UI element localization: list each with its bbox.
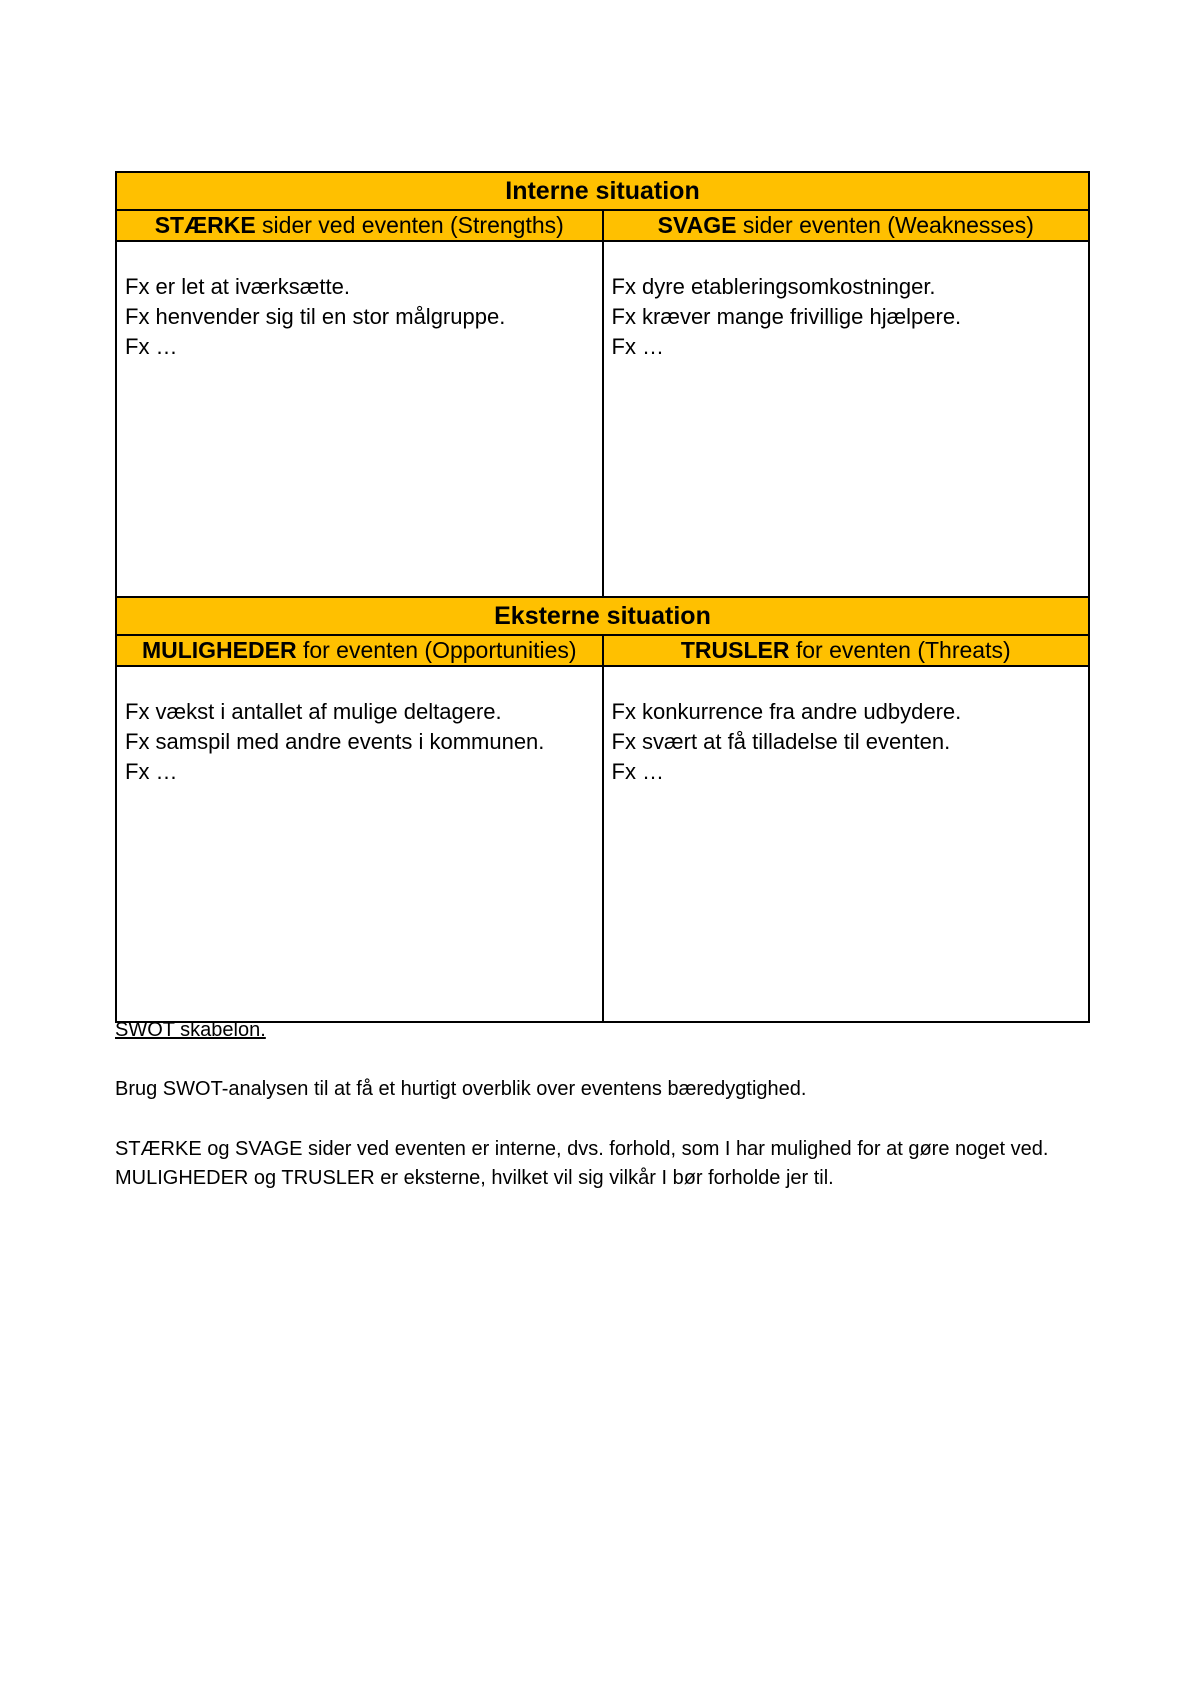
threats-cell — [603, 666, 1090, 1022]
internal-situation-header — [116, 172, 1089, 210]
opportunities-keyword: MULIGHEDER — [141, 637, 297, 663]
threats-label: for eventen (Threats) — [789, 637, 1011, 663]
weaknesses-label: sider eventen (Weaknesses) — [736, 212, 1034, 238]
explanation-line-internal: STÆRKE og SVAGE sider ved eventen er interne, dvs. forhold, som I har mulighed for at gøre noget ved. — [115, 1138, 1049, 1160]
opportunity-item: Fx samspil med andre events i kommunen. — [125, 729, 545, 754]
opportunities-cell — [116, 666, 603, 1022]
weaknesses-keyword: SVAGE — [657, 212, 737, 238]
threat-item: Fx konkurrence fra andre udbydere. — [611, 699, 962, 724]
weakness-item: Fx … — [611, 334, 665, 359]
opportunities-header — [116, 635, 603, 666]
strength-item: Fx henvender sig til en stor målgruppe. — [125, 304, 506, 329]
opportunity-item: Fx vækst i antallet af mulige deltagere. — [125, 699, 502, 724]
external-situation-header — [116, 597, 1089, 635]
threat-item: Fx svært at få tilladelse til eventen. — [611, 729, 951, 754]
weakness-item: Fx kræver mange frivillige hjælpere. — [611, 304, 962, 329]
explanation-line-external: MULIGHEDER og TRUSLER er eksterne, hvilket vil sig vilkår I bør forholde jer til. — [115, 1167, 834, 1189]
strengths-label: sider ved eventen (Strengths) — [255, 212, 564, 238]
threats-keyword: TRUSLER — [680, 637, 790, 663]
strength-item: Fx er let at iværksætte. — [125, 274, 350, 299]
usage-paragraph: Brug SWOT-analysen til at få et hurtigt overblik over eventens bæredygtighed. — [115, 1078, 807, 1100]
swot-caption: SWOT skabelon. — [115, 1019, 266, 1041]
explanation-paragraph — [115, 1135, 1095, 1193]
internal-situation-title: Interne situation — [505, 177, 700, 205]
strengths-cell — [116, 241, 603, 597]
weaknesses-header — [603, 210, 1090, 241]
swot-table — [115, 171, 1090, 1023]
strengths-header — [116, 210, 603, 241]
strengths-keyword: STÆRKE — [154, 212, 256, 238]
strength-item: Fx … — [125, 334, 178, 359]
weaknesses-cell — [603, 241, 1090, 597]
weakness-item: Fx dyre etableringsomkostninger. — [611, 274, 936, 299]
threat-item: Fx … — [611, 759, 665, 784]
threats-header — [603, 635, 1090, 666]
opportunity-item: Fx … — [125, 759, 178, 784]
external-situation-title: Eksterne situation — [494, 602, 711, 630]
opportunities-label: for eventen (Opportunities) — [296, 637, 577, 663]
